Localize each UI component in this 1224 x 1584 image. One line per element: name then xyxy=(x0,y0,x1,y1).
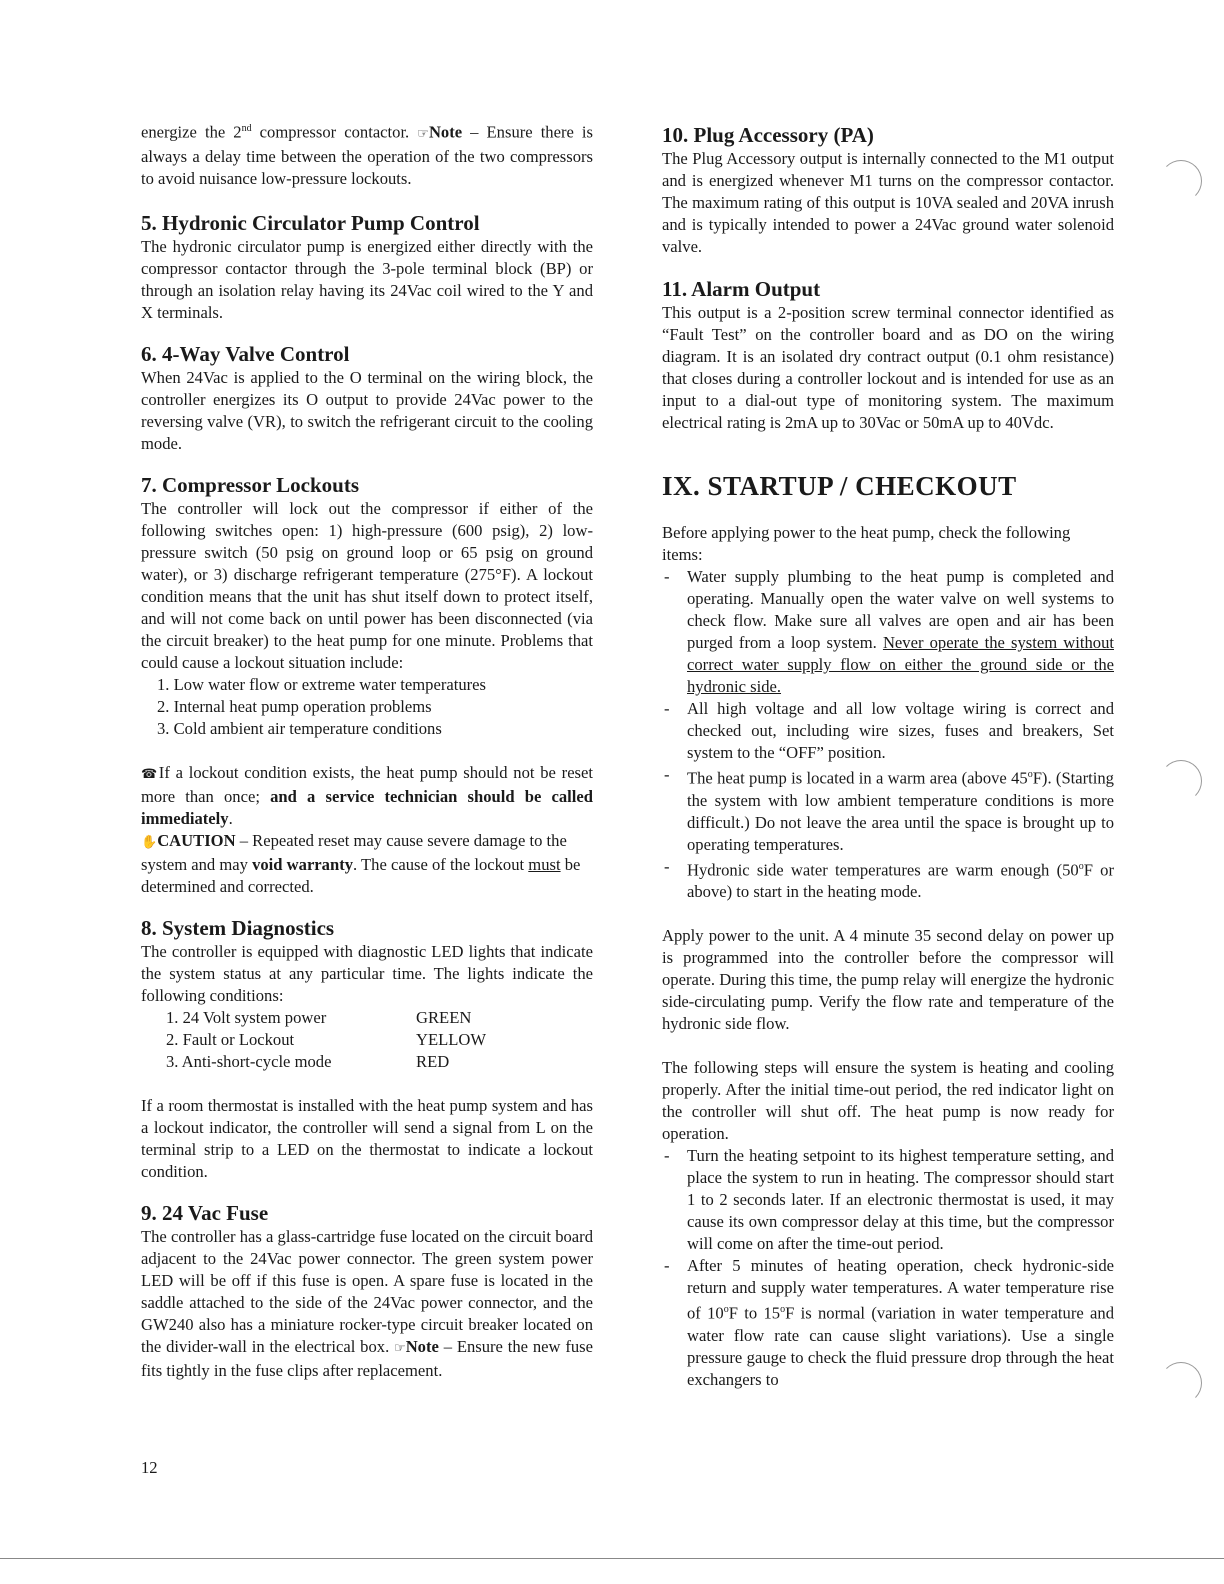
list-item: - After 5 minutes of heating operation, check hydronic-side return and supply water temperatures. A water temperature rise of 10$^o$F to 15$^o$F is normal (variation in water temperature and water flow rate can cause slight variations). Use a single pressure gauge to check the fluid pressure drop through the heat exchangers to xyxy=(662,1255,1114,1391)
table-row: 1. 24 Volt system power GREEN xyxy=(166,1007,472,1027)
pointing-hand-icon: ☞ xyxy=(417,126,429,142)
section-11-body: This output is a 2-position screw terminal connector identified as “Fault Test” on the controller board and as DO on the wiring diagram. It is an isolated dry contract output (0.1 ohm resistance) that closes during a controller lockout and is intended for use as an input to a dial-out type of monitoring system. The maximum electrical rating is 2mA up to 30Vac or 50mA up to 40Vdc. xyxy=(662,303,1114,432)
lockout-causes-list xyxy=(141,674,593,740)
section-6-title: 6. 4-Way Valve Control xyxy=(141,341,350,366)
led-status-table xyxy=(166,1007,486,1073)
section-8-title: 8. System Diagnostics xyxy=(141,915,335,940)
section-11-title: 11. Alarm Output xyxy=(662,277,821,301)
chapter-title: IX. STARTUP / CHECKOUT xyxy=(662,471,1017,501)
page-number: 12 xyxy=(141,1458,158,1477)
startup-intro: Before applying power to the heat pump, check the following items: xyxy=(662,523,1071,564)
startup-checklist xyxy=(662,566,1114,903)
section-10-title: 10. Plug Accessory (PA) xyxy=(662,123,874,147)
list-item: 3. Cold ambient air temperature conditions xyxy=(157,718,442,738)
left-column xyxy=(141,118,593,1382)
pointing-hand-icon: ☞ xyxy=(394,1340,406,1356)
page-bottom-edge xyxy=(0,1558,1224,1559)
section-9-title: 9. 24 Vac Fuse xyxy=(141,1200,269,1225)
startup-checkout-section xyxy=(662,470,1114,1391)
section-9-body: The controller has a glass-cartridge fuse located on the circuit board adjacent to the 24Vac power connector. The green system power LED will be off if this fuse is open. A spare fuse is located in the saddle attached to the side of the 24Vac power connector, and the GW240 also has a miniature rocker-type circuit breaker located on the divider-wall in the electrical box. ☞Note – Ensure the new fuse fits tightly in the fuse clips after replacement. xyxy=(141,1226,593,1380)
section-5-body: The hydronic circulator pump is energized either directly with the compressor contactor through the 3-pole terminal block (BP) or through an isolation relay having its 24Vac coil wired to the Y and X terminals. xyxy=(141,236,593,322)
right-column xyxy=(662,118,1114,1391)
section-6 xyxy=(141,341,593,455)
section-8-body-2: If a room thermostat is installed with the heat pump system and has a lockout indicator, the controller will send a signal from L on the terminal strip to a LED on the thermostat to indicate a lockout condition. xyxy=(141,1095,593,1181)
power-up-paragraph: Apply power to the unit. A 4 minute 35 second delay on power up is programmed into the controller before the compressor will operate. During this time, the pump relay will energize the hydronic side-circulating pump. Verify the flow rate and temperature of the hydronic side flow. xyxy=(662,926,1114,1034)
list-item: - Turn the heating setpoint to its highest temperature setting, and place the system to run in heating. The compressor should start 1 to 2 seconds later. If an electronic thermostat is used, it may cause its own compressor delay at this time, but the compressor will come on after the time-out period. xyxy=(662,1145,1114,1255)
section-8-body: The controller is equipped with diagnostic LED lights that indicate the system status at any particular time. The lights indicate the following conditions: xyxy=(141,941,593,1005)
list-item: - Water supply plumbing to the heat pump is completed and operating. Manually open the water valve on well systems to check flow. Make sure all valves are open and air has been purged from a loop system. Never operate the system without correct water supply flow on either the ground side or the hydronic side. xyxy=(662,566,1114,698)
binder-hole-mark xyxy=(1160,160,1202,202)
hand-stop-icon: ✋ xyxy=(141,834,158,850)
list-item: 1. Low water flow or extreme water temperatures xyxy=(157,674,486,694)
section-11 xyxy=(662,276,1114,434)
section-6-body: When 24Vac is applied to the O terminal on the wiring block, the controller energizes its O output to provide 24Vac power to the reversing valve (VR), to switch the refrigerant circuit to the cooling mode. xyxy=(141,367,593,453)
list-item: 2. Internal heat pump operation problems xyxy=(157,696,432,716)
section-8 xyxy=(141,915,593,1183)
list-item: - Hydronic side water temperatures are warm enough (50$^o$F or above) to start in the heating mode. xyxy=(662,856,1114,904)
binder-hole-mark xyxy=(1160,760,1202,802)
heating-check-list xyxy=(662,1145,1114,1391)
intro-paragraph: energize the 2nd compressor contactor. ☞Note – Ensure there is always a delay time between the operation of the two compressors to avoid nuisance low-pressure lockouts. xyxy=(141,122,593,188)
section-9 xyxy=(141,1200,593,1382)
list-item: - The heat pump is located in a warm area (above 45$^o$F). (Starting the system with low ambient temperature conditions is more difficult.) Do not leave the area until the space is brought up to operating temperatures. xyxy=(662,764,1114,856)
lockout-warning: ☎If a lockout condition exists, the heat pump should not be reset more than once; and a service technician should be called immediately. xyxy=(141,762,593,828)
list-item: - All high voltage and all low voltage wiring is correct and checked out, including wire sizes, fuses and breakers, Set system to the “OFF” position. xyxy=(662,698,1114,764)
section-5-title: 5. Hydronic Circulator Pump Control xyxy=(141,210,480,235)
table-row: 3. Anti-short-cycle mode RED xyxy=(166,1051,450,1071)
binder-hole-mark xyxy=(1160,1362,1202,1404)
section-7-body: The controller will lock out the compressor if either of the following switches open: 1) high-pressure (600 psig), 2) low-pressure switch (50 psig on ground loop or 65 psig on ground water), or 3) discharge refrigerant temperature (275°F). A lockout condition means that the unit has shut itself down to protect itself, and will not come back on until power has been disconnected (via the circuit breaker) to the heat pump for one minute. Problems that could cause a lockout situation include: xyxy=(141,498,593,672)
section-10 xyxy=(662,122,1114,258)
steps-intro-paragraph: The following steps will ensure the system is heating and cooling properly. After the initial time-out period, the red indicator light on the controller will shut off. The heat pump is now ready for operation. xyxy=(662,1058,1114,1144)
table-row: 2. Fault or Lockout YELLOW xyxy=(166,1029,487,1049)
section-10-body: The Plug Accessory output is internally connected to the M1 output and is energized whenever M1 turns on the compressor contactor. The maximum rating of this output is 10VA sealed and 20VA inrush and is typically intended to power a 24Vac ground water solenoid valve. xyxy=(662,149,1114,256)
telephone-icon: ☎ xyxy=(141,766,159,782)
section-7 xyxy=(141,472,593,898)
section-5 xyxy=(141,210,593,324)
section-7-title: 7. Compressor Lockouts xyxy=(141,472,359,497)
caution-paragraph: ✋CAUTION – Repeated reset may cause severe damage to the system and may void warranty. The cause of the lockout must be determined and corrected. xyxy=(141,830,581,896)
